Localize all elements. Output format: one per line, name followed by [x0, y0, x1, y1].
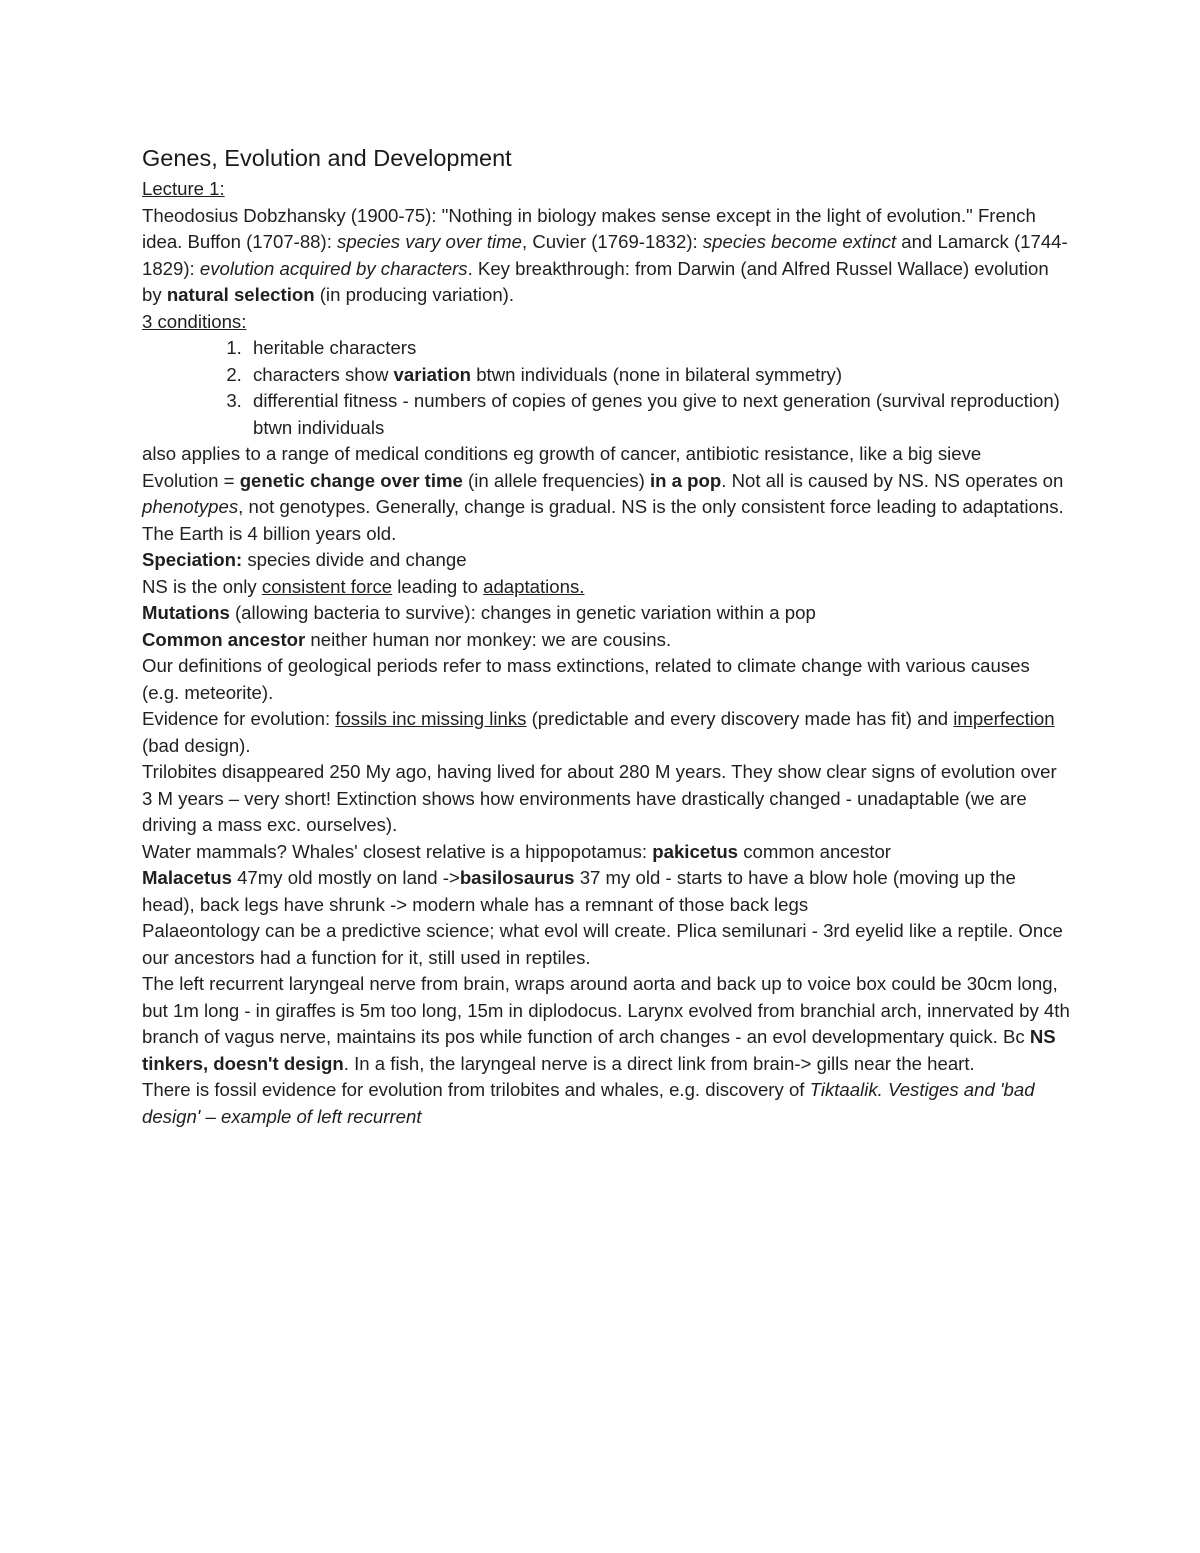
text-run: leading to: [392, 575, 484, 597]
speciation-line: [142, 547, 1072, 574]
conditions-label: 3 conditions:: [142, 310, 247, 332]
mutations-line: [142, 600, 1072, 627]
evolution-definition: [142, 468, 1072, 521]
intro-text-5: (in producing variation).: [314, 284, 515, 305]
lecture-label: Lecture 1:: [142, 178, 225, 199]
text-run: (predictable and every discovery made has fit) and: [526, 708, 954, 729]
whales-line: [142, 839, 1072, 866]
text-run: . In a fish, the laryngeal nerve is a direct link from brain-> gills near the heart.: [343, 1052, 975, 1074]
note-line: The Earth is 4 billion years old.: [142, 522, 397, 544]
text-run: species divide and change: [242, 549, 467, 570]
text-run: The left recurrent laryngeal nerve from brain, wraps around aorta and back up to voice box could be 30cm long, but 1m long - in giraffes is 5m too long, 15m in diplodocus. Larynx evolved from branchial arch, innervated by 4th branch of vagus nerve, maintains its pos while function of arch changes - an evol developmentary quick. Bc: [142, 973, 1070, 1047]
text-run: Water mammals? Whales' closest relative is a hippopotamus:: [142, 840, 653, 862]
note-line: Our definitions of geological periods refer to mass extinctions, related to climate change with various causes (e.g. meteorite).: [142, 655, 1030, 703]
note-line: Trilobites disappeared 250 My ago, having lived for about 280 M years. They show clear signs of evolution over 3 M years – very short! Extinction shows how environments have drastically changed - unadaptable (we are driving a mass exc. ourselves).: [142, 761, 1057, 835]
bold-run: Common ancestor: [142, 628, 306, 650]
intro-text-4: . Key breakthrough: from Darwin (and Alfred Russel Wallace) evolution by: [142, 257, 1049, 305]
text-run: 47my old mostly on land ->: [231, 867, 460, 888]
underline-run: consistent force: [261, 575, 393, 597]
laryngeal-line: [142, 971, 1072, 1077]
bold-run: pakicetus: [652, 840, 739, 862]
text-run: Evidence for evolution:: [142, 708, 336, 729]
intro-text-1: Theodosius Dobzhansky (1900-75): "Nothing in biology makes sense except in the light of evolution." French idea. Buffon (1707-88):: [142, 204, 1036, 252]
bold-run: Speciation:: [142, 549, 243, 570]
condition-text: characters show: [253, 363, 394, 385]
document-page: [142, 140, 1072, 1130]
bold-run: Malacetus: [142, 867, 232, 888]
text-run: (bad design).: [142, 734, 251, 756]
evidence-line: [142, 706, 1072, 759]
text-run: (in allele frequencies): [462, 469, 650, 491]
note-line: also applies to a range of medical conditions eg growth of cancer, antibiotic resistance, like a big sieve: [142, 443, 982, 464]
intro-bold-1: natural selection: [166, 284, 315, 305]
bold-run: Mutations: [142, 602, 230, 623]
intro-italic-1: species vary over time: [337, 231, 522, 252]
note-line: Palaeontology can be a predictive science; what evol will create. Plica semilunari - 3rd eyelid like a reptile. Once our ancestors had a function for it, still used in reptiles.: [142, 920, 1063, 968]
underline-run: fossils inc missing links: [335, 708, 527, 729]
italic-run: phenotypes: [142, 496, 239, 517]
bold-run: in a pop: [649, 469, 722, 491]
text-run: NS is the only: [142, 575, 262, 597]
bold-run: NS tinkers, doesn't design: [142, 1026, 1056, 1074]
intro-paragraph: [142, 203, 1072, 309]
condition-text: btwn individuals (none in bilateral symmetry): [471, 363, 843, 385]
text-run: (allowing bacteria to survive): changes in genetic variation within a pop: [229, 602, 816, 623]
conditions-list: [142, 335, 1072, 441]
ns-line: [142, 574, 1072, 601]
intro-italic-3: evolution acquired by characters: [199, 257, 468, 279]
malacetus-line: [142, 865, 1072, 918]
intro-text-3: and Lamarck (1744-1829):: [142, 231, 1068, 279]
intro-text-2: , Cuvier (1769-1832):: [522, 231, 703, 252]
text-run: There is fossil evidence for evolution from trilobites and whales, e.g. discovery of: [142, 1079, 810, 1100]
condition-item: 1. heritable characters: [247, 335, 1072, 362]
bold-run: genetic change over time: [239, 469, 463, 491]
bold-run: basilosaurus: [459, 867, 575, 888]
condition-bold: variation: [393, 363, 472, 385]
underline-run: adaptations.: [483, 575, 585, 597]
text-run: . Not all is caused by NS. NS operates on: [721, 469, 1064, 491]
ancestor-line: [142, 627, 1072, 654]
page-title: Genes, Evolution and Development: [142, 145, 512, 171]
text-run: 37 my old - starts to have a blow hole (moving up the head), back legs have shrunk -> modern whale has a remnant of those back legs: [142, 867, 1016, 915]
text-run: Evolution =: [142, 469, 240, 491]
text-run: common ancestor: [738, 840, 891, 862]
underline-run: imperfection: [953, 708, 1055, 729]
fossil-line: [142, 1077, 1072, 1130]
italic-run: Tiktaalik. Vestiges and 'bad design' – example of left recurrent: [142, 1079, 1035, 1127]
condition-item: 3. differential fitness - numbers of copies of genes you give to next generation (survival reproduction) btwn individuals: [247, 388, 1072, 441]
text-run: neither human nor monkey: we are cousins.: [305, 628, 672, 650]
text-run: , not genotypes. Generally, change is gradual. NS is the only consistent force leading to adaptations.: [238, 496, 1064, 517]
condition-item: [247, 362, 1072, 389]
intro-italic-2: species become extinct: [702, 231, 897, 252]
